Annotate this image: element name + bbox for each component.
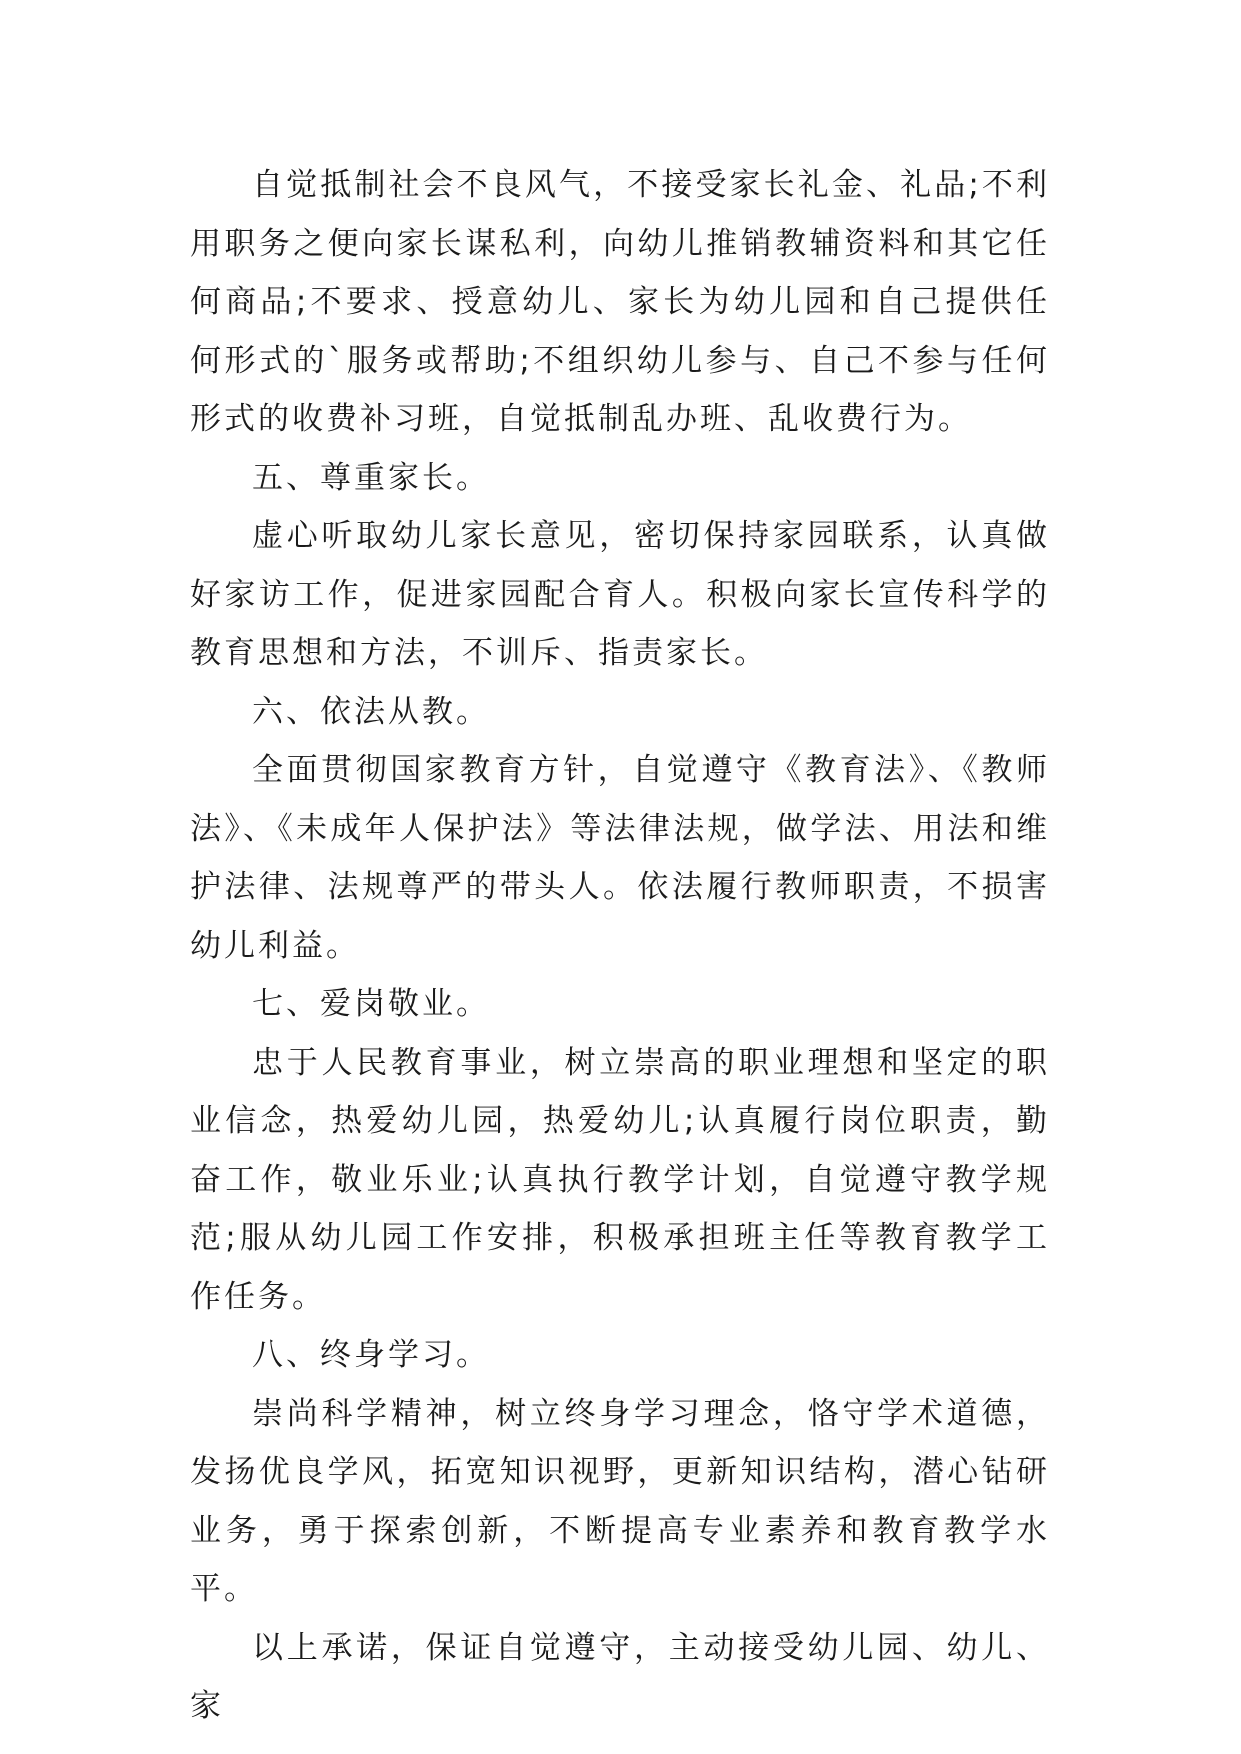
heading-love-work: 七、爱岗敬业。 [252, 986, 490, 1022]
paragraph-love-work: 忠于人民教育事业，树立崇高的职业理想和坚定的职业信念，热爱幼儿园，热爱幼儿;认真履行岗位职责，勤奋工作，敬业乐业;认真执行教学计划，自觉遵守教学规范;服从幼儿园工作安排，积极承担班主任等教育教学工作任务。 [190, 1044, 1050, 1315]
paragraph-lifelong-learning: 崇尚科学精神，树立终身学习理念，恪守学术道德，发扬优良学风，拓宽知识视野，更新知识结构，潜心钻研业务，勇于探索创新，不断提高专业素养和教育教学水平。 [190, 1395, 1050, 1607]
paragraph-integrity: 自觉抵制社会不良风气，不接受家长礼金、礼品;不利用职务之便向家长谋私利，向幼儿推销教辅资料和其它任何商品;不要求、授意幼儿、家长为幼儿园和自己提供任何形式的`服务或帮助;不组织幼儿参与、自己不参与任何形式的收费补习班，自觉抵制乱办班、乱收费行为。 [190, 167, 1050, 437]
paragraph-commitment: 以上承诺，保证自觉遵守，主动接受幼儿园、幼儿、家 [190, 1629, 1050, 1724]
heading-teach-by-law: 六、依法从教。 [252, 693, 490, 730]
paragraph-respect-parents: 虚心听取幼儿家长意见，密切保持家园联系，认真做好家访工作，促进家园配合育人。积极向家长宣传科学的教育思想和方法，不训斥、指责家长。 [190, 518, 1050, 671]
paragraph-teach-by-law: 全面贯彻国家教育方针，自觉遵守《教育法》、《教师法》、《未成年人保护法》等法律法规，做学法、用法和维护法律、法规尊严的带头人。依法履行教师职责，不损害幼儿利益。 [190, 752, 1050, 964]
heading-respect-parents: 五、尊重家长。 [252, 459, 490, 496]
document-body [190, 156, 1050, 1736]
heading-lifelong-learning: 八、终身学习。 [252, 1337, 490, 1373]
